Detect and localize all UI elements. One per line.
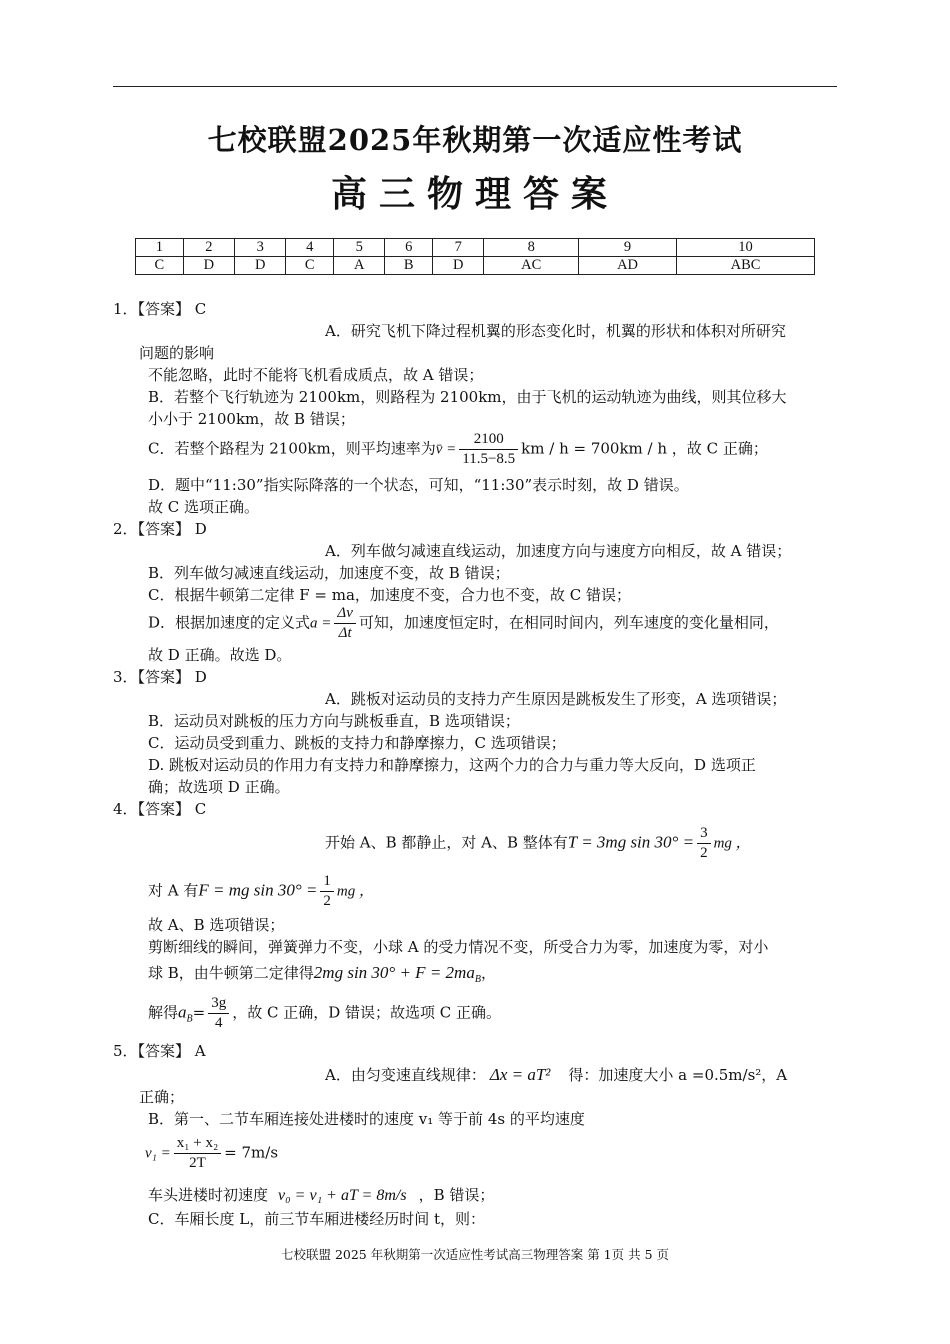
displacement-equation: Δx = aT² bbox=[489, 1065, 551, 1084]
table-cell: ABC bbox=[677, 257, 815, 275]
v0-equation: v₀ = v₁ + aT = 8m/s bbox=[278, 1187, 407, 1204]
table-cell: D bbox=[235, 257, 286, 275]
force-equation-tail: mg ， bbox=[336, 883, 374, 900]
table-cell: 9 bbox=[578, 239, 676, 257]
q2-option-d bbox=[148, 604, 779, 643]
q5-option-a bbox=[325, 1064, 787, 1086]
q5-v1-equation bbox=[145, 1134, 278, 1173]
q1-option-d: D．题中“11:30”指实际降落的一个状态，可知，“11:30”表示时刻，故 D 错误。 bbox=[148, 476, 689, 494]
fraction-numerator: Δv bbox=[334, 604, 355, 624]
q1-conclusion: 故 C 选项正确。 bbox=[148, 498, 260, 516]
acceleration-symbol: a = bbox=[310, 615, 332, 632]
fraction-numerator: 1 bbox=[320, 872, 334, 892]
q1-option-b-line1: B．若整个飞行轨迹为 2100km，则路程为 2100km，由于飞机的运动轨迹为曲线，则其位移大 bbox=[148, 388, 787, 406]
q4-line5-text: 球 B，由牛顿第二定律得 bbox=[148, 964, 314, 982]
subject-title: 高三物理答案 bbox=[330, 173, 619, 215]
force-equation: F = mg sin 30° = bbox=[198, 880, 318, 900]
q4-line6-text: 解得 bbox=[148, 1003, 179, 1022]
answer-table-numbers-row bbox=[136, 239, 815, 257]
header-rule bbox=[113, 86, 837, 87]
table-cell: 2 bbox=[183, 239, 234, 257]
fraction-denominator: 4 bbox=[214, 1015, 223, 1031]
table-cell: A bbox=[334, 257, 385, 275]
q5-option-c: C．车厢长度 L，前三节车厢进楼经历时间 t，则： bbox=[148, 1210, 486, 1228]
q1-answer-heading: 1．【答案】 C bbox=[113, 300, 207, 318]
newton-equation-tail: ， bbox=[480, 964, 496, 982]
newton-equation: 2mg sin 30° + F = 2ma bbox=[313, 963, 475, 982]
subscript: B bbox=[474, 974, 481, 985]
fraction-numerator: 2100 bbox=[459, 430, 518, 450]
q2-option-a: A．列车做匀减速直线运动，加速度方向与速度方向相反，故 A 错误； bbox=[325, 542, 792, 560]
fraction-denominator: 11.5−8.5 bbox=[462, 451, 516, 467]
table-cell: B bbox=[385, 257, 433, 275]
exam-title: 七校联盟2025年秋期第一次适应性考试 bbox=[207, 123, 743, 157]
acceleration-b-symbol: a bbox=[178, 1002, 187, 1022]
q2-conclusion: 故 D 正确。故选 D。 bbox=[148, 646, 292, 664]
table-cell: 4 bbox=[286, 239, 334, 257]
table-cell: 1 bbox=[136, 239, 184, 257]
q5-option-a-line2: 正确； bbox=[139, 1088, 185, 1106]
q4-line2 bbox=[148, 872, 374, 911]
answer-table bbox=[135, 238, 815, 275]
q4-line3: 故 A、B 选项错误； bbox=[148, 916, 285, 934]
v1-fraction bbox=[174, 1134, 221, 1173]
q4-answer-heading: 4．【答案】 C bbox=[113, 800, 207, 818]
q3-option-d-line2: 确；故选项 D 正确。 bbox=[148, 778, 290, 796]
answer-table-answers-row bbox=[136, 257, 815, 275]
q2-answer-heading: 2．【答案】 D bbox=[113, 520, 207, 538]
q5-answer-heading: 5．【答案】 A bbox=[113, 1042, 206, 1060]
table-cell: 8 bbox=[484, 239, 579, 257]
q2-option-d-tail: 可知，加速度恒定时，在相同时间内，列车速度的变化量相同， bbox=[358, 613, 779, 632]
table-cell: D bbox=[433, 257, 484, 275]
fraction-denominator: Δt bbox=[338, 625, 352, 641]
q1-option-a-line3: 不能忽略，此时不能将飞机看成质点，故 A 错误； bbox=[148, 366, 484, 384]
fraction-denominator: 2T bbox=[189, 1155, 206, 1171]
q1-option-a-line1: A．研究飞机下降过程机翼的形态变化时，机翼的形状和体积对所研究 bbox=[325, 322, 786, 340]
q1-option-c bbox=[148, 430, 768, 469]
tension-equation-tail: mg ， bbox=[713, 835, 751, 852]
table-cell: 10 bbox=[677, 239, 815, 257]
fraction-numerator: x₁ + x₂ bbox=[174, 1134, 221, 1154]
q2-option-d-text: D．根据加速度的定义式 bbox=[148, 613, 311, 632]
fraction-denominator: 2 bbox=[323, 893, 331, 909]
q3-option-c: C．运动员受到重力、跳板的支持力和静摩擦力，C 选项错误； bbox=[148, 734, 566, 752]
table-cell: D bbox=[183, 257, 234, 275]
speed-fraction bbox=[459, 430, 518, 469]
q4-line2-text: 对 A 有 bbox=[148, 881, 199, 900]
q4-line5 bbox=[148, 962, 496, 991]
tension-fraction bbox=[697, 824, 711, 863]
q4-line1-text: 开始 A、B 都静止，对 A、B 整体有 bbox=[325, 833, 568, 852]
fraction-numerator: 3g bbox=[208, 994, 229, 1014]
q5-v0-line bbox=[148, 1184, 494, 1207]
q2-option-b: B．列车做匀减速直线运动，加速度不变，故 B 错误； bbox=[148, 564, 510, 582]
force-fraction bbox=[320, 872, 334, 911]
equals-sign: = bbox=[192, 1003, 206, 1022]
q3-answer-heading: 3．【答案】 D bbox=[113, 668, 207, 686]
tension-equation: T = 3mg sin 30° = bbox=[567, 832, 695, 852]
fraction-numerator: 3 bbox=[697, 824, 711, 844]
q3-option-d-line1: D. 跳板对运动员的作用力有支持力和静摩擦力，这两个力的合力与重力等大反向，D 选项正 bbox=[148, 756, 756, 774]
table-cell: 7 bbox=[433, 239, 484, 257]
q4-line1 bbox=[325, 824, 751, 863]
q1-option-a-line2: 问题的影响 bbox=[139, 344, 215, 362]
table-cell: 5 bbox=[334, 239, 385, 257]
q5-v0-text: 车头进楼时初速度 bbox=[148, 1186, 269, 1204]
table-cell: AD bbox=[578, 257, 676, 275]
v1-result: = 7m/s bbox=[224, 1143, 279, 1162]
q5-option-a-result: 得：加速度大小 a =0.5m/s²，A bbox=[568, 1066, 788, 1084]
table-cell: AC bbox=[484, 257, 579, 275]
table-cell: C bbox=[136, 257, 184, 275]
q4-line4: 剪断细线的瞬间，弹簧弹力不变，小球 A 的受力情况不变，所受合力为零，加速度为零，对小 bbox=[148, 938, 769, 956]
q1-option-c-text: C．若整个路程为 2100km，则平均速率为 bbox=[148, 439, 436, 458]
acceleration-fraction bbox=[334, 604, 355, 643]
q5-option-b: B．第一、二节车厢连接处进楼时的速度 v₁ 等于前 4s 的平均速度 bbox=[148, 1110, 585, 1128]
fraction-denominator: 2 bbox=[700, 845, 708, 861]
acceleration-b-fraction bbox=[208, 994, 229, 1033]
page-footer: 七校联盟 2025 年秋期第一次适应性考试高三物理答案 第 1页 共 5 页 bbox=[280, 1247, 670, 1262]
q2-option-c: C．根据牛顿第二定律 F = ma，加速度不变，合力也不变，故 C 错误； bbox=[148, 586, 631, 604]
table-cell: 6 bbox=[385, 239, 433, 257]
q5-v0-tail: ，B 错误； bbox=[418, 1186, 495, 1204]
q3-option-a: A．跳板对运动员的支持力产生原因是跳板发生了形变，A 选项错误； bbox=[325, 690, 787, 708]
q5-option-a-text: A．由匀变速直线规律： bbox=[325, 1066, 486, 1084]
q1-option-c-result: km / h = 700km / h ，故 C 正确； bbox=[521, 439, 768, 458]
q4-conclusion: ，故 C 正确，D 错误；故选项 C 正确。 bbox=[232, 1003, 502, 1022]
q1-option-b-line2: 小小于 2100km，故 B 错误； bbox=[148, 410, 355, 428]
v1-symbol: v₁ = bbox=[145, 1145, 171, 1162]
table-cell: 3 bbox=[235, 239, 286, 257]
average-speed-symbol: v̄ = bbox=[435, 441, 457, 458]
q3-option-b: B．运动员对跳板的压力方向与跳板垂直，B 选项错误； bbox=[148, 712, 520, 730]
q4-line6 bbox=[148, 994, 501, 1033]
subscript: B bbox=[186, 1013, 193, 1025]
table-cell: C bbox=[286, 257, 334, 275]
